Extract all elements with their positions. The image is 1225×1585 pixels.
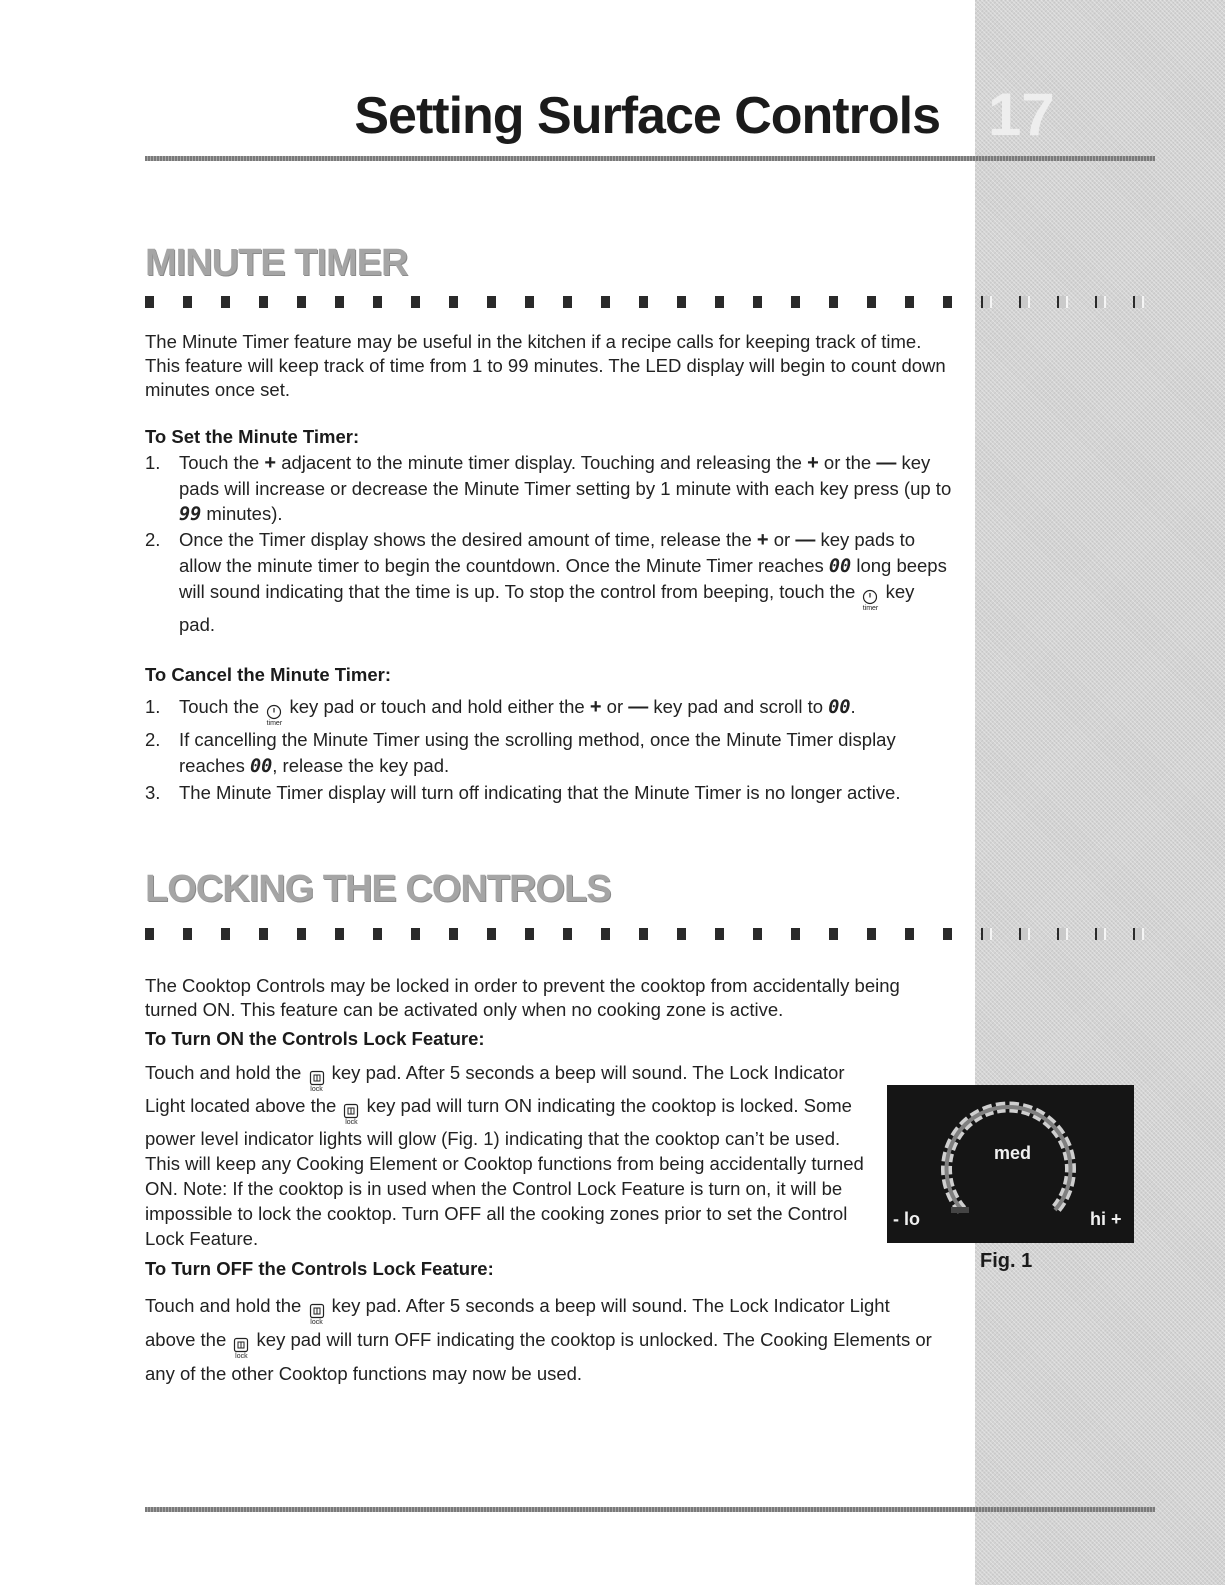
- display-zero-value: 00: [828, 697, 851, 718]
- figure-label-hi: hi +: [1090, 1209, 1122, 1229]
- lock-on-heading: To Turn ON the Controls Lock Feature:: [145, 1028, 485, 1049]
- set-timer-steps: [145, 450, 955, 637]
- list-item: 3. The Minute Timer display will turn off indicating that the Minute Timer is no longer active.: [145, 782, 901, 803]
- plus-icon: +: [264, 452, 277, 474]
- page-number: 17: [988, 81, 1055, 148]
- header-rule: [145, 156, 1155, 161]
- plus-icon: +: [756, 529, 769, 551]
- section-divider-dots: [145, 928, 1165, 940]
- lock-key-icon: lock: [309, 1303, 325, 1326]
- side-band: [975, 0, 1225, 1585]
- display-zero-value: 00: [249, 756, 273, 777]
- lock-key-icon: lock: [343, 1103, 359, 1126]
- section-heading-locking: LOCKING THE CONTROLS: [145, 868, 611, 910]
- control-panel-figure: [887, 1085, 1134, 1243]
- list-item: 2. If cancelling the Minute Timer using the scrolling method, once the Minute Timer display reaches 00, release the key pad.: [145, 729, 896, 777]
- lock-off-heading: To Turn OFF the Controls Lock Feature:: [145, 1258, 494, 1279]
- footer-rule: [145, 1507, 1155, 1512]
- lock-key-icon: lock: [309, 1070, 325, 1093]
- cancel-timer-steps: [145, 694, 955, 806]
- minus-icon: —: [876, 452, 897, 474]
- figure-caption: Fig. 1: [980, 1250, 1033, 1272]
- section-heading-minute-timer: MINUTE TIMER: [145, 242, 408, 284]
- minus-icon: —: [795, 529, 816, 551]
- figure-label-med: med: [994, 1143, 1032, 1163]
- timer-key-icon: timer: [862, 589, 878, 612]
- list-item: 1. Touch the + adjacent to the minute timer display. Touching and releasing the + or the — key pads will increase or decrease the Minute Timer setting by 1 minute with each key press (up to 99 minutes).: [145, 452, 952, 525]
- cancel-timer-heading: To Cancel the Minute Timer:: [145, 664, 392, 685]
- lock-on-body: Touch and hold the lock key pad. After 5 seconds a beep will sound. The Lock Indicator Light located above the lock key pad will turn ON indicating the cooktop is locked. Some power level indicator lights will glow (Fig. 1) indicating that the cooktop can’t be used. This will keep any Cooking Element or Cooktop functions from being accidentally turned ON. Note: If the cooktop is in used when the Control Lock Feature is turn on, it will be impossible to lock the cooktop. Turn OFF all the cooking zones prior to set the Control Lock Feature.: [145, 1062, 864, 1249]
- lock-off-body: Touch and hold the lock key pad. After 5 seconds a beep will sound. The Lock Indicator Light above the lock key pad will turn OFF indicating the cooktop is unlocked. The Cooking Elements or any of the other Cooktop functions may now be used.: [145, 1295, 932, 1384]
- set-timer-heading: To Set the Minute Timer:: [145, 426, 360, 447]
- list-item: 1. Touch the timer key pad or touch and hold either the + or — key pad and scroll to 00.: [145, 696, 856, 727]
- figure-label-lo: - lo: [893, 1209, 920, 1229]
- lock-key-icon: lock: [233, 1337, 249, 1360]
- list-item: 2. Once the Timer display shows the desired amount of time, release the + or — key pads to allow the minute timer to begin the countdown. Once the Minute Timer reaches 00 long beeps will sound indicating that the time is up. To stop the control from beeping, touch the timer key pad.: [145, 529, 947, 635]
- locking-intro: The Cooktop Controls may be locked in order to prevent the cooktop from accidentally being turned ON. This feature can be activated only when no cooking zone is active.: [145, 975, 900, 1020]
- plus-icon: +: [807, 452, 819, 474]
- minus-icon: —: [628, 696, 649, 718]
- display-zero-value: 00: [828, 556, 852, 577]
- plus-icon: +: [589, 696, 602, 718]
- minute-timer-intro: The Minute Timer feature may be useful in the kitchen if a recipe calls for keeping track of time. This feature will keep track of time from 1 to 99 minutes. The LED display will begin to count down minutes once set.: [145, 331, 946, 400]
- display-max-value: 99: [179, 504, 202, 525]
- page-title: Setting Surface Controls: [354, 87, 940, 145]
- section-divider-dots: [145, 296, 1165, 308]
- timer-key-icon: timer: [266, 704, 282, 727]
